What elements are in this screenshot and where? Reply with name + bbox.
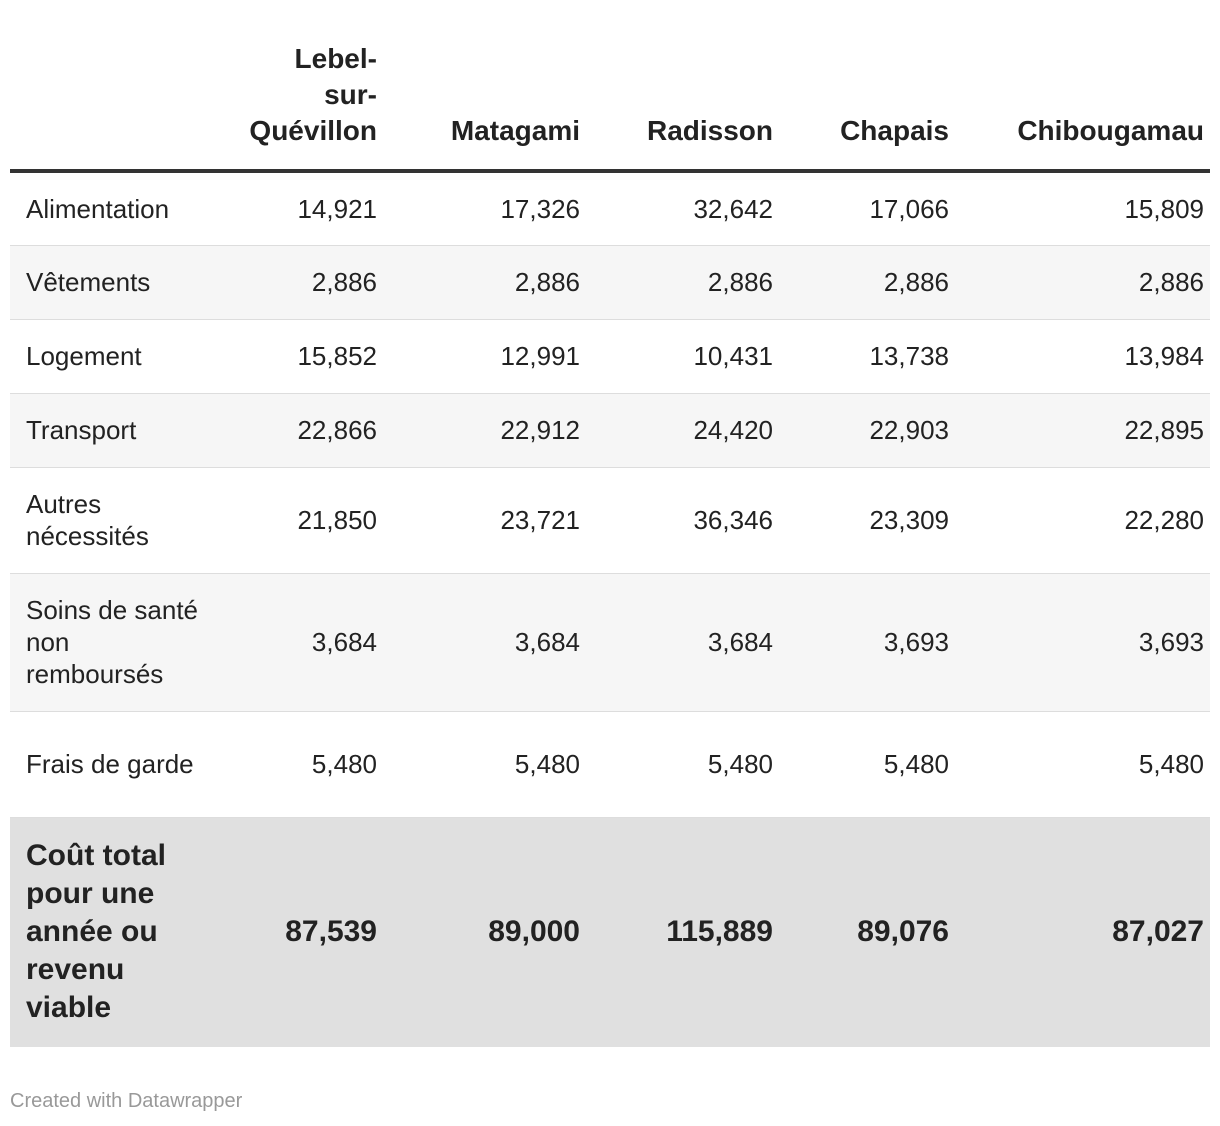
table-cell: 2,886	[955, 245, 1210, 319]
table-cell: 5,480	[586, 711, 779, 817]
table-cell: 5,480	[779, 711, 955, 817]
table-cell: 87,539	[210, 817, 383, 1047]
table-row	[10, 467, 1210, 573]
table-cell: 23,721	[383, 467, 586, 573]
table-row	[10, 245, 1210, 319]
table-cell: 15,852	[210, 319, 383, 393]
header-empty	[10, 0, 210, 171]
table-cell: 3,684	[586, 573, 779, 711]
table-cell: 3,684	[383, 573, 586, 711]
cost-table	[10, 0, 1210, 1047]
table-cell: 2,886	[210, 245, 383, 319]
table-cell: 17,326	[383, 171, 586, 245]
header-row	[10, 0, 1210, 171]
row-label: Vêtements	[10, 245, 210, 319]
column-header	[210, 0, 383, 171]
table-cell: 24,420	[586, 393, 779, 467]
table-cell: 13,738	[779, 319, 955, 393]
table-cell: 2,886	[383, 245, 586, 319]
table-cell: 5,480	[955, 711, 1210, 817]
table-body	[10, 171, 1210, 1047]
table-cell: 12,991	[383, 319, 586, 393]
table-cell: 87,027	[955, 817, 1210, 1047]
table-cell: 2,886	[586, 245, 779, 319]
footer-credit: Created with Datawrapper	[10, 1090, 243, 1112]
row-label: Transport	[10, 393, 210, 467]
table-cell: 22,903	[779, 393, 955, 467]
table-cell: 36,346	[586, 467, 779, 573]
table-cell: 3,693	[955, 573, 1210, 711]
table-row	[10, 573, 1210, 711]
table-cell: 2,886	[779, 245, 955, 319]
column-header-line: Lebel-	[294, 43, 377, 74]
table-cell: 21,850	[210, 467, 383, 573]
row-label: Coût total pour une année ou revenu viable	[10, 817, 210, 1047]
table-cell: 10,431	[586, 319, 779, 393]
table-cell: 3,684	[210, 573, 383, 711]
table-row	[10, 711, 1210, 817]
table-cell: 14,921	[210, 171, 383, 245]
column-header	[586, 0, 779, 171]
row-label: Soins de santé non remboursés	[10, 573, 210, 711]
table-cell: 115,889	[586, 817, 779, 1047]
table-cell: 89,000	[383, 817, 586, 1047]
table-row	[10, 393, 1210, 467]
column-header-line: Matagami	[450, 115, 580, 146]
table-cell: 22,912	[383, 393, 586, 467]
table-cell: 32,642	[586, 171, 779, 245]
data-table-container	[10, 0, 1210, 1047]
row-label: Autres nécessités	[10, 467, 210, 573]
table-row	[10, 171, 1210, 245]
column-header-line: sur-	[324, 79, 377, 110]
column-header	[383, 0, 586, 171]
table-cell: 22,895	[955, 393, 1210, 467]
column-header	[955, 0, 1210, 171]
table-cell: 23,309	[779, 467, 955, 573]
table-cell: 89,076	[779, 817, 955, 1047]
table-cell: 22,866	[210, 393, 383, 467]
table-cell: 17,066	[779, 171, 955, 245]
column-header-line: Quévillon	[249, 115, 377, 146]
total-row	[10, 817, 1210, 1047]
table-cell: 22,280	[955, 467, 1210, 573]
column-header-line: Chibougamau	[1017, 115, 1204, 146]
column-header-line: Radisson	[646, 115, 773, 146]
row-label: Frais de garde	[10, 711, 210, 817]
table-cell: 3,693	[779, 573, 955, 711]
column-header-line: Chapais	[840, 115, 949, 146]
table-cell: 5,480	[383, 711, 586, 817]
column-header	[779, 0, 955, 171]
table-cell: 5,480	[210, 711, 383, 817]
row-label: Logement	[10, 319, 210, 393]
row-label: Alimentation	[10, 171, 210, 245]
table-row	[10, 319, 1210, 393]
table-cell: 15,809	[955, 171, 1210, 245]
table-cell: 13,984	[955, 319, 1210, 393]
